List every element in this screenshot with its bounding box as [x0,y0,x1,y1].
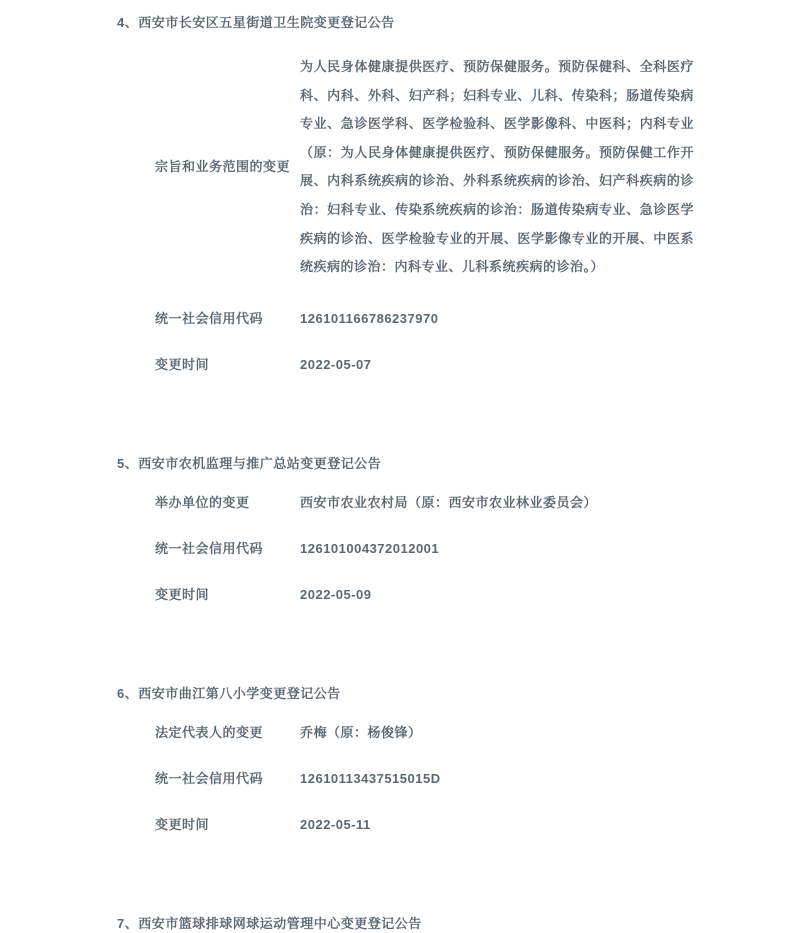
field-value: 2022-05-09 [300,586,372,602]
change-record-row [155,724,752,742]
change-record-row [155,816,752,834]
change-record-row [155,356,752,374]
announcement-sections [117,14,752,933]
field-value: 为人民身体健康提供医疗、预防保健服务。预防保健科、全科医疗科、内科、外科、妇产科；妇科专业、儿科、传染科；肠道传染病专业、急诊医学科、医学检验科、医学影像科、中医科；内科专业（原：为人民身体健康提供医疗、预防保健服务。预防保健工作开展、内科系统疾病的诊治、外科系统疾病的诊治、妇产科疾病的诊治：妇科专业、传染系统疾病的诊治：肠道传染病专业、急诊医学疾病的诊治、医学检验专业的开展、医学影像专业的开展、中医系统疾病的诊治：内科专业、儿科系统疾病的诊治。） [300,59,694,275]
change-record-row [155,310,752,328]
field-value: 126101166786237970 [300,310,439,326]
section-title: 6、西安市曲江第八小学变更登记公告 [117,685,341,701]
field-label: 统一社会信用代码 [155,310,264,326]
field-label: 统一社会信用代码 [155,540,264,556]
announcement-section [117,915,752,933]
change-record-row [155,770,752,788]
change-record-rows [155,494,752,604]
field-label: 变更时间 [155,356,210,372]
section-title: 4、西安市长安区五星街道卫生院变更登记公告 [117,15,395,30]
field-label: 宗旨和业务范围的变更 [155,159,291,175]
field-label: 变更时间 [155,816,210,832]
field-label: 法定代表人的变更 [155,724,264,740]
announcement-section [117,685,752,834]
section-title: 5、西安市农机监理与推广总站变更登记公告 [117,455,382,471]
field-label: 统一社会信用代码 [155,770,264,786]
field-value: 12610113437515015D [300,770,441,786]
announcement-section [117,14,752,374]
change-record-rows [155,724,752,834]
change-record-rows [155,53,752,374]
change-record-row [155,586,752,604]
change-record-row [155,540,752,558]
field-label: 举办单位的变更 [155,494,250,510]
section-title: 7、西安市篮球排球网球运动管理中心变更登记公告 [117,915,422,931]
field-value: 126101004372012001 [300,540,440,556]
field-value: 乔梅（原：杨俊锋） [300,724,422,740]
field-label: 变更时间 [155,586,210,602]
change-record-row [155,494,752,512]
field-value: 2022-05-11 [300,816,371,832]
field-value: 2022-05-07 [300,356,372,372]
announcement-section [117,455,752,604]
field-value: 西安市农业农村局（原：西安市农业林业委员会） [300,494,598,510]
change-record-row [155,53,752,282]
